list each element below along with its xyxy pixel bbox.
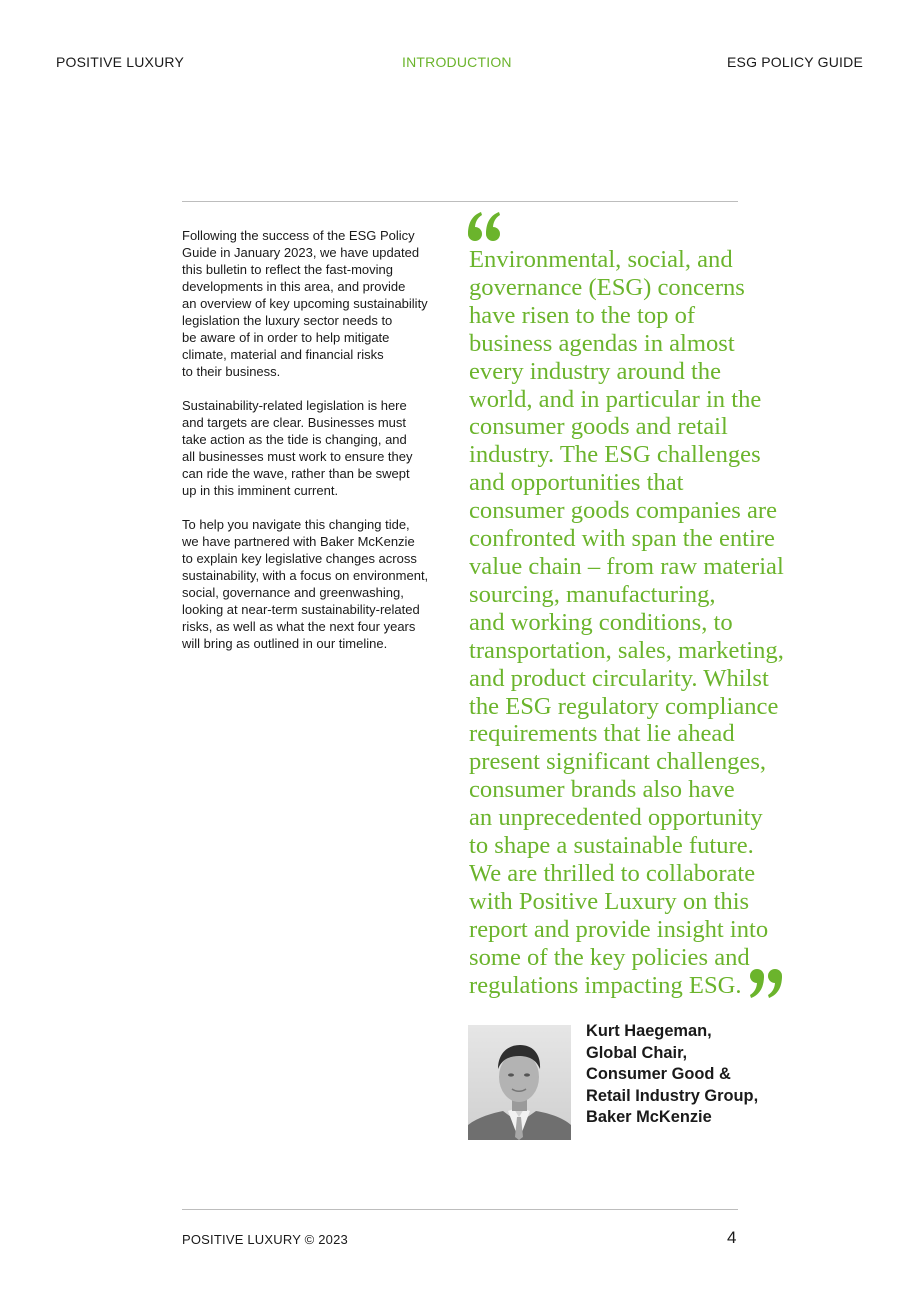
intro-paragraph: To help you navigate this changing tide, we have partnered with Baker McKenzie to explain key legislative changes across sustainability, with a focus on environment, social, governance and greenwashing, looking at near-term sustainability-related risks, as well as what the next four years will bring as outlined in our timeline. xyxy=(182,517,429,651)
quote-attribution: Kurt Haegeman, Global Chair, Consumer Good & Retail Industry Group, Baker McKenzie xyxy=(586,1022,759,1126)
pull-quote: Environmental, social, and governance (ESG) concerns have risen to the top of business agendas in almost every industry around the world, and in particular in the consumer goods and retail industry. The ESG challenges and opportunities that consumer goods companies are confronted with span the entire value chain – from raw material sourcing, manufacturing, and working conditions, to transportation, sales, marketing, and product circularity. Whilst the ESG regulatory compliance requirements that lie ahead present significant challenges, consumer brands also have an unprecedented opportunity to shape a sustainable future. We are thrilled to collaborate with Positive Luxury on this report and provide insight into some of the key policies and regulations impacting ESG. xyxy=(469,246,784,999)
bottom-divider xyxy=(182,1209,738,1210)
open-quote-icon xyxy=(466,208,506,244)
author-portrait xyxy=(468,1025,571,1140)
header-section-title: INTRODUCTION xyxy=(402,54,512,70)
intro-paragraph: Following the success of the ESG Policy Guide in January 2023, we have updated this bulletin to reflect the fast-moving developments in this area, and provide an overview of key upcoming sustainability legislation the luxury sector needs to be aware of in order to help mitigate climate, material and financial risks to their business. xyxy=(182,228,428,379)
page-header xyxy=(0,54,920,72)
close-quote-icon xyxy=(748,966,788,1002)
intro-column xyxy=(182,227,454,669)
footer-copyright: POSITIVE LUXURY © 2023 xyxy=(182,1232,348,1247)
top-divider xyxy=(182,201,738,202)
intro-paragraph: Sustainability-related legislation is here and targets are clear. Businesses must take action as the tide is changing, and all businesses must work to ensure they can ride the wave, rather than be swept up in this imminent current. xyxy=(182,398,413,498)
person-silhouette-icon xyxy=(468,1025,571,1140)
page-number: 4 xyxy=(727,1228,737,1247)
header-brand: POSITIVE LUXURY xyxy=(56,54,185,70)
header-document-title: ESG POLICY GUIDE xyxy=(727,54,863,70)
